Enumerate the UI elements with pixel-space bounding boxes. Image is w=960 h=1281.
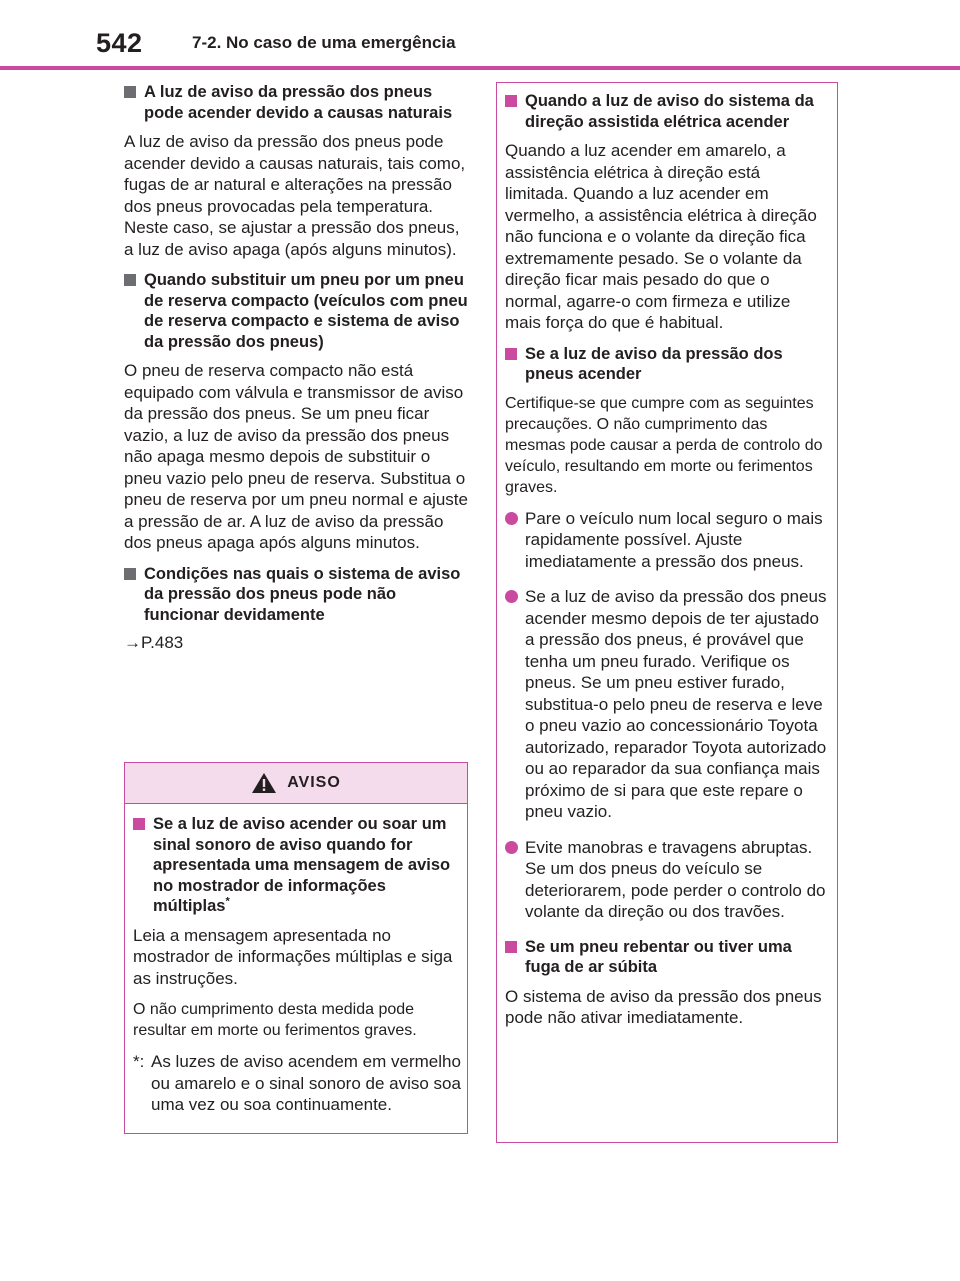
square-bullet-icon: [124, 274, 136, 286]
section-heading-text: Quando a luz de aviso do sistema da direção assistida elétrica acender: [525, 92, 814, 131]
warning-heading: [133, 814, 461, 917]
list-item: [505, 837, 827, 923]
circle-bullet-icon: [505, 590, 518, 603]
header-divider: [0, 66, 960, 70]
circle-bullet-icon: [505, 841, 518, 854]
warning-consequence: O não cumprimento desta medida pode resultar em morte ou ferimentos graves.: [133, 1001, 417, 1039]
warning-triangle-icon: [251, 772, 277, 794]
footnote-label: *:: [133, 1052, 145, 1071]
section-heading-text: Se um pneu rebentar ou tiver uma fuga de ar súbita: [525, 937, 792, 976]
square-bullet-icon: [124, 568, 136, 580]
section-heading: [505, 937, 827, 978]
circle-bullet-icon: [505, 512, 518, 525]
list-item-text: Pare o veículo num local seguro o mais rapidamente possível. Ajuste imediatamente a pressão dos pneus.: [525, 508, 823, 571]
left-column: [124, 82, 468, 653]
footnote: [133, 1051, 461, 1116]
section-heading-text: Condições nas quais o sistema de aviso da pressão dos pneus pode não funcionar devidamente: [144, 564, 461, 624]
warning-heading-text: [153, 814, 461, 917]
square-bullet-icon: [505, 941, 517, 953]
square-bullet-icon: [505, 95, 517, 107]
section-heading: [124, 82, 468, 123]
page-number: 542: [96, 28, 143, 58]
section-heading: [505, 91, 827, 132]
section-heading-text: A luz de aviso da pressão dos pneus pode acender devido a causas naturais: [144, 83, 453, 122]
section-heading: [124, 564, 468, 626]
square-bullet-icon: [505, 348, 517, 360]
footnote-marker: *: [225, 895, 230, 908]
section-body: Certifique-se que cumpre com as seguintes precauções. O não cumprimento das mesmas pode causar a perda de controlo do veículo, resultando em morte ou ferimentos graves.: [505, 394, 823, 496]
list-item: [505, 508, 827, 573]
warning-heading-label: Se a luz de aviso acender ou soar um sinal sonoro de aviso quando for apresentada uma mensagem de aviso no mostrador de informações múltiplas: [153, 815, 451, 915]
section-body: O sistema de aviso da pressão dos pneus pode não ativar imediatamente.: [505, 986, 822, 1027]
square-bullet-icon: [124, 86, 136, 98]
section-heading-text: Se a luz de aviso da pressão dos pneus acender: [525, 344, 783, 383]
warning-title: AVISO: [287, 774, 341, 791]
square-bullet-icon: [133, 818, 145, 830]
page-reference-link[interactable]: →P.483: [124, 633, 184, 652]
section-body: Quando a luz acender em amarelo, a assistência elétrica à direção está limitada. Quando a luz acender em vermelho, a assistência elétrica à direção não funciona e o volante da direção fica extremamente pesado. Se o volante da direção ficar mais pesado do que o normal, agarre-o com firmeza e utilize mais força do que é habitual.: [505, 141, 817, 332]
section-heading: [505, 344, 827, 385]
warning-body: Leia a mensagem apresentada no mostrador de informações múltiplas e siga as instruções.: [133, 925, 453, 988]
section-body: O pneu de reserva compacto não está equipado com válvula e transmissor de aviso da pressão dos pneus. Se um pneu ficar vazio, a luz de aviso da pressão dos pneus não apaga mesmo depois de substituir o pneu vazio pelo pneu de reserva. Substitua o pneu de reserva por um pneu normal e ajuste a pressão de ar. A luz de aviso da pressão dos pneus apaga após alguns minutos.: [124, 361, 468, 552]
warning-header: [125, 763, 467, 804]
section-heading-text: Quando substituir um pneu por um pneu de reserva compacto (veículos com pneu de reserva compacto e sistema de aviso da pressão dos pneus): [144, 271, 468, 351]
chapter-title: 7-2. No caso de uma emergência: [192, 33, 456, 52]
list-item-text: Evite manobras e travagens abruptas. Se um dos pneus do veículo se deteriorarem, pode perder o controlo do volante da direção ou dos travões.: [525, 837, 826, 921]
caution-box: [496, 82, 838, 1143]
warning-box: [124, 762, 468, 1134]
list-item: [505, 586, 827, 823]
section-heading: [124, 270, 468, 352]
footnote-text: As luzes de aviso acendem em vermelho ou amarelo e o sinal sonoro de aviso soa uma vez ou soa continuamente.: [151, 1052, 461, 1114]
list-item-text: Se a luz de aviso da pressão dos pneus acender mesmo depois de ter ajustado a pressão dos pneus, é provável que tenha um pneu furado. Verifique os pneus. Se um pneu estiver furado, substitua-o pelo pneu de reserva e leve o pneu vazio ao concessionário Toyota autorizado, reparador Toyota autorizado ou ao reparador da sua confiança mais próximo de si para que este repare o pneu vazio.: [525, 587, 827, 821]
section-body: A luz de aviso da pressão dos pneus pode acender devido a causas naturais, tais como, fugas de ar natural e alterações na pressão dos pneus provocadas pela temperatura. Neste caso, se ajustar a pressão dos pneus, a luz de aviso apaga (após alguns minutos).: [124, 132, 466, 259]
